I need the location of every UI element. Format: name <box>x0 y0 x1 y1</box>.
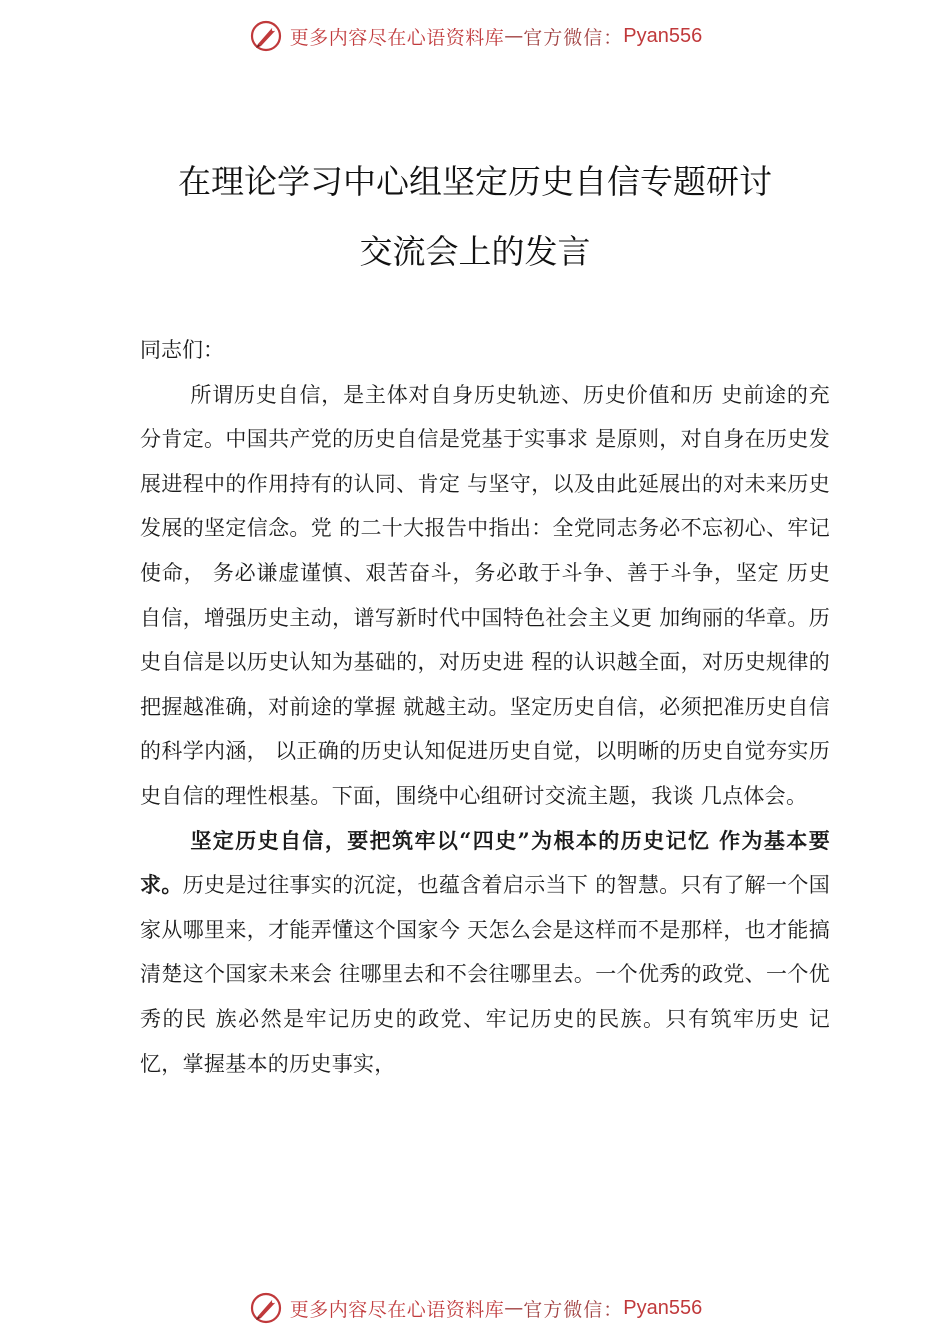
wechat-id: Pyan556 <box>623 1296 703 1319</box>
salutation: 同志们： <box>140 338 224 362</box>
document-body <box>140 328 830 1086</box>
wechat-label: 官方微信： <box>523 26 624 49</box>
watermark-text: 更多内容尽在心语资料库 <box>289 26 505 49</box>
header-watermark <box>0 16 950 56</box>
document-title-line1: 在理论学习中心组坚定历史自信专题研讨 <box>178 162 772 201</box>
pen-logo-icon <box>248 1290 284 1326</box>
paragraph-2-body: 历史是过往事实的沉淀，也蕴含着启示当下 的智慧。只有了解一个国家从哪里来，才能弄懂这个国家今 天怎么会是这样而不是那样，也才能搞清楚这个国家未来会 往哪里去和不会往哪里去。一个优秀的政党、一个优秀的民 族必然是牢记历史的政党、牢记历史的民族。只有筑牢历史 记忆，掌握基本的历史事实， <box>140 873 830 1076</box>
document-title-line2: 交流会上的发言 <box>359 232 591 271</box>
watermark-separator: — <box>504 1297 524 1319</box>
paragraph-1: 所谓历史自信，是主体对自身历史轨迹、历史价值和历 史前途的充分肯定。中国共产党的历史自信是党基于实事求 是原则，对自身在历史发展进程中的作用持有的认同、肯定 与坚守，以及由此延展出的对未来历史发展的坚定信念。党 的二十大报告中指出：全党同志务必不忘初心、牢记使命， 务必谦虚谨慎、艰苦奋斗，务必敢于斗争、善于斗争，坚定 历史自信，增强历史主动，谱写新时代中国特色社会主义更 加绚丽的华章。历史自信是以历史认知为基础的，对历史进 程的认识越全面，对历史规律的把握越准确，对前途的掌握 就越主动。坚定历史自信，必须把准历史自信的科学内涵， 以正确的历史认知促进历史自觉，以明晰的历史自觉夯实历 史自信的理性根基。下面，围绕中心组研讨交流主题，我谈 几点体会。 <box>140 382 830 808</box>
wechat-label: 官方微信： <box>523 1298 624 1321</box>
watermark-separator: — <box>504 25 524 47</box>
wechat-id: Pyan556 <box>623 24 703 47</box>
watermark-text: 更多内容尽在心语资料库 <box>289 1298 505 1321</box>
pen-logo-icon <box>248 18 284 54</box>
footer-watermark <box>0 1288 950 1328</box>
paragraph-2 <box>140 819 830 1087</box>
paragraph-2-lead: 坚定历史自信，要把筑牢以“四史”为根本的历史记忆 作为基本要求。 <box>140 827 830 898</box>
